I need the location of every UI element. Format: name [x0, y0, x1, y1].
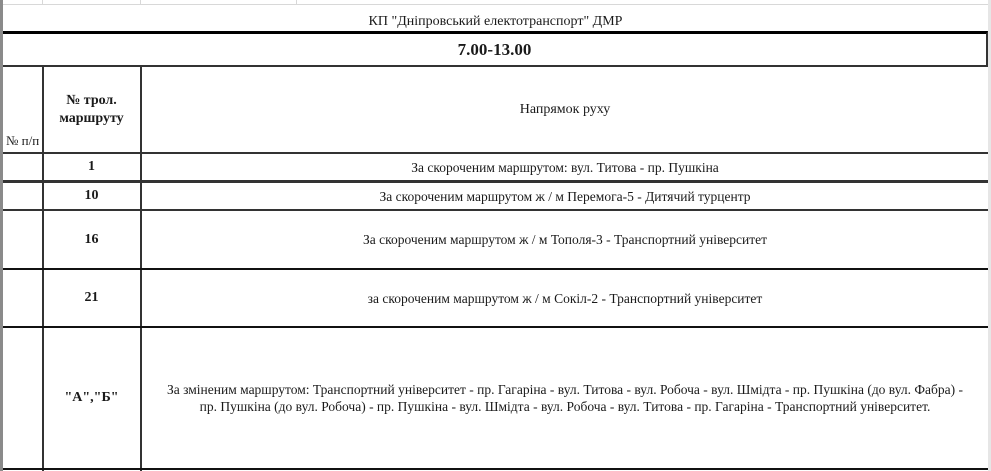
table-row-route: "А","Б" — [64, 390, 119, 405]
table-row-direction: за скороченим маршрутом ж / м Сокіл-2 - Транспортний університет — [367, 290, 763, 306]
header-row-number: № п/п — [6, 133, 40, 148]
time-period: 7.00-13.00 — [3, 31, 988, 67]
table-row-route: 10 — [84, 188, 99, 203]
table-row-direction: За скороченим маршрутом: вул. Титова - пр. Пушкіна — [411, 159, 719, 175]
table-row-direction: За скороченим маршрутом ж / м Перемога-5 - Дитячий турцентр — [379, 188, 751, 204]
table-row-route: 16 — [84, 231, 99, 247]
gridline — [140, 0, 141, 4]
table-row-direction: За зміненим маршрутом: Транспортний університет - пр. Гагаріна - вул. Титова - вул. Робоча - вул. Шмідта - пр. Пушкіна (до вул. Фабра) - пр. Пушкіна (до вул. Робоча) - пр. Пушкіна - вул. Шмідта - вул. Робоча - вул. Титова - пр. Гагаріна - Транспортний університет. — [166, 382, 964, 414]
table-row-route: 21 — [84, 290, 99, 305]
header-direction: Напрямок руху — [519, 102, 611, 117]
gridline — [42, 0, 43, 4]
header-route-number: № трол. маршруту — [59, 93, 124, 126]
row-divider — [3, 468, 988, 470]
gridline — [296, 0, 297, 4]
table-row-direction: За скороченим маршрутом ж / м Тополя-3 - Транспортний університет — [362, 232, 767, 247]
table-row-route: 1 — [88, 159, 95, 174]
organization-title: КП "Дніпровський електотранспорт" ДМР — [368, 14, 623, 29]
